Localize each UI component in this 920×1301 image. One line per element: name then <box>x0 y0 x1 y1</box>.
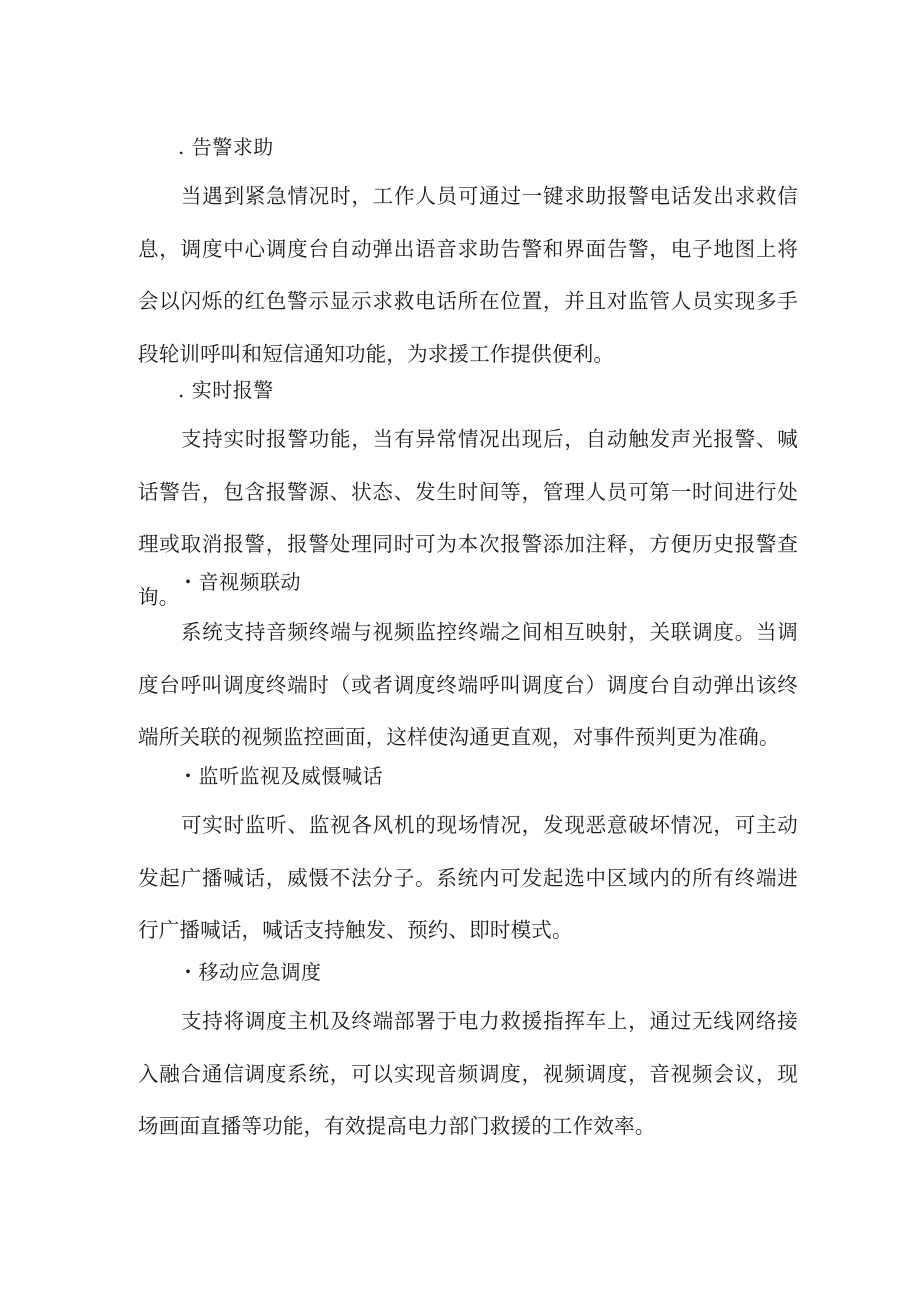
section-body-monitor-deterrence: 可实时监听、监视各风机的现场情况，发现恶意破坏情况，可主动发起广播喊话，威慑不法分子。系统内可发起选中区域内的所有终端进行广播喊话，喊话支持触发、预约、即时模式。 <box>138 813 798 942</box>
section-body-av-linkage: 系统支持音频终端与视频监控终端之间相互映射，关联调度。当调度台呼叫调度终端时（或者调度终端呼叫调度台）调度台自动弹出该终端所关联的视频监控画面，这样使沟通更直观，对事件预判更为准确。 <box>138 620 798 749</box>
section-heading-av-linkage: ・音视频联动 <box>178 570 301 594</box>
section-body-realtime-alarm: 支持实时报警功能，当有异常情况出现后，自动触发声光报警、喊话警告，包含报警源、状态、发生时间等，管理人员可第一时间进行处理或取消报警，报警处理同时可为本次报警添加注释，方便历史报警查询。 <box>138 427 798 609</box>
section-heading-alarm-help: . 告警求助 <box>178 135 274 159</box>
section-heading-monitor-deterrence: ・监听监视及威慑喊话 <box>178 764 383 788</box>
section-body-alarm-help: 当遇到紧急情况时，工作人员可通过一键求助报警电话发出求救信息，调度中心调度台自动弹出语音求助告警和界面告警，电子地图上将会以闪烁的红色警示显示求救电话所在位置，并且对监管人员实现多手段轮训呼叫和短信通知功能，为求援工作提供便利。 <box>138 184 798 366</box>
section-heading-mobile-emergency: ・移动应急调度 <box>178 960 322 984</box>
section-heading-realtime-alarm: . 实时报警 <box>178 378 274 402</box>
section-body-mobile-emergency: 支持将调度主机及终端部署于电力救援指挥车上，通过无线网络接入融合通信调度系统，可以实现音频调度，视频调度，音视频会议，现场画面直播等功能，有效提高电力部门救援的工作效率。 <box>138 1009 798 1138</box>
